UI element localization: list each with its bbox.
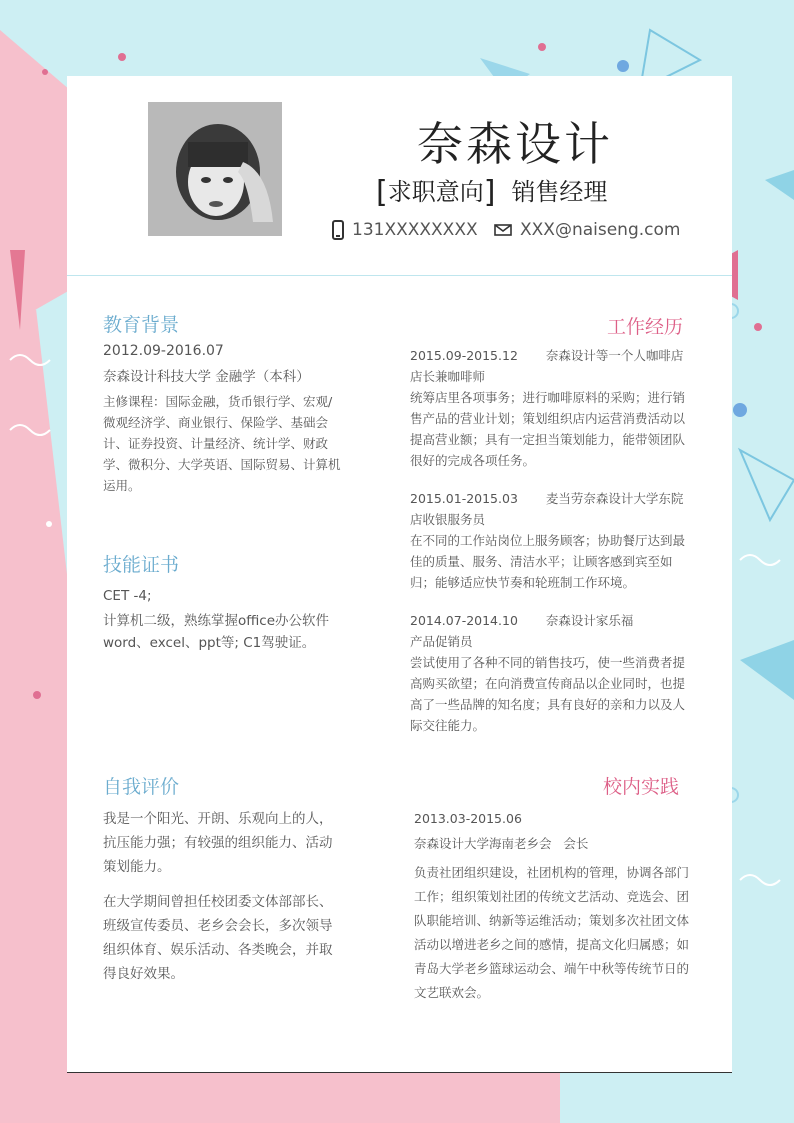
job-intention <box>376 172 607 208</box>
education-date: 2012.09-2016.07 <box>103 343 224 359</box>
work-entry-3-desc: 尝试使用了各种不同的销售技巧，使一些消费者提高购买欲望；在向消费宣传商品以企业同时，也提高了一些品牌的知名度；具有良好的亲和力以及人际交往能力。 <box>410 655 686 733</box>
education-title: 教育背景 <box>103 314 180 336</box>
work-entry-2-company: 麦当劳奈森设计大学东院店收银服务员 <box>410 491 684 527</box>
email-contact <box>494 220 680 240</box>
header-divider <box>67 275 732 276</box>
campus-desc: 负责社团组织建设，社团机构的管理，协调各部门工作；组织策划社团的传统文艺活动、竞选会、团队职能培训、纳新等运维活动；策划多次社团文体活动以增进老乡之间的感情，提高文化归属感；如青岛大学老乡篮球运动会、端午中秋等传统节日的文艺联欢会。 <box>414 865 690 1000</box>
work-entry-3-date: 2014.07-2014.10 <box>410 613 518 628</box>
work-entry-2-head <box>410 488 688 530</box>
work-title: 工作经历 <box>607 316 684 338</box>
campus-date: 2013.03-2015.06 <box>414 811 522 826</box>
bracket-open: [ <box>376 175 388 210</box>
work-entry-3-head <box>410 610 688 631</box>
bracket-close: ] <box>483 175 496 210</box>
self-eval-title: 自我评价 <box>103 776 180 798</box>
work-entry-3-role: 产品促销员 <box>410 634 473 649</box>
skills-line-2: 计算机二级，熟练掌握office办公软件word、excel、ppt等; C1驾驶证。 <box>103 613 330 651</box>
work-entry-1 <box>410 345 688 471</box>
skills-line-1: CET -4; <box>103 588 152 604</box>
job-intention-label: 求职意向 <box>387 178 484 206</box>
campus-org: 奈森设计大学海南老乡会 会长 <box>414 836 589 851</box>
work-entry-2-desc: 在不同的工作站岗位上服务顾客；协助餐厅达到最佳的质量、服务、清洁水平；让顾客感到宾至如归；能够适应快节奏和轮班制工作环境。 <box>410 533 686 590</box>
work-entry-1-head <box>410 345 688 387</box>
work-entry-2-date: 2015.01-2015.03 <box>410 491 518 506</box>
work-entry-3-company: 奈森设计家乐福 <box>545 613 634 628</box>
work-entry-2 <box>410 488 688 593</box>
work-entry-1-company: 奈森设计等一个人咖啡店店长兼咖啡师 <box>410 348 684 384</box>
education-courses: 主修课程：国际金融，货币银行学、宏观/微观经济学、商业银行、保险学、基础会计、证券投资、计量经济、统计学、财政学、微积分、大学英语、国际贸易、计算机运用。 <box>103 394 341 493</box>
skills-title: 技能证书 <box>103 554 180 576</box>
campus-title: 校内实践 <box>603 776 680 798</box>
education-school: 奈森设计科技大学 金融学（本科） <box>103 369 310 385</box>
email-address: XXX@naiseng.com <box>520 220 681 240</box>
work-entry-1-desc: 统筹店里各项事务；进行咖啡原料的采购；进行销售产品的营业计划；策划组织店内运营消费活动以提高营业额；具有一定担当策划能力，能带领团队很好的完成各项任务。 <box>410 390 686 468</box>
job-title: 销售经理 <box>511 178 608 206</box>
candidate-name: 奈森设计 <box>417 117 613 171</box>
self-eval-paragraph-1: 我是一个阳光、开朗、乐观向上的人，抗压能力强；有较强的组织能力、活动策划能力。 <box>103 811 333 875</box>
work-entry-3 <box>410 610 688 736</box>
work-entry-1-date: 2015.09-2015.12 <box>410 348 518 363</box>
phone-icon <box>332 220 344 240</box>
phone-contact <box>332 220 478 240</box>
phone-number: 131XXXXXXXX <box>352 220 478 240</box>
profile-photo <box>148 102 282 236</box>
mail-icon <box>494 224 512 236</box>
portrait-image <box>148 102 282 236</box>
footer-divider <box>67 1072 732 1073</box>
self-eval-paragraph-2: 在大学期间曾担任校团委文体部部长、班级宣传委员、老乡会会长，多次领导组织体育、娱乐活动、各类晚会，并取得良好效果。 <box>103 894 333 982</box>
